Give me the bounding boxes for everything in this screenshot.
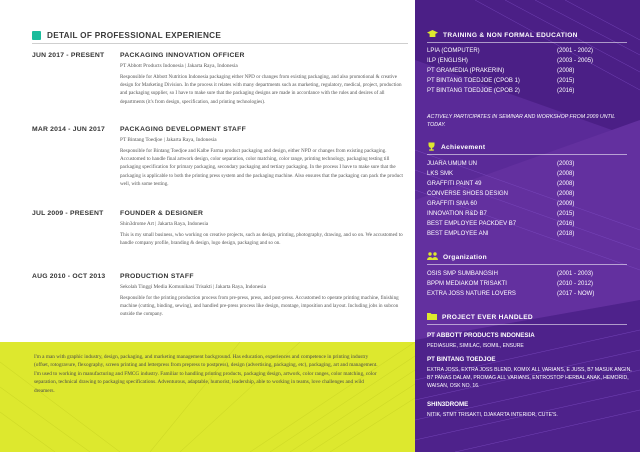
project-detail: PEDIASURE, SIMILAC, ISOMIL, ENSURE — [427, 343, 524, 349]
list-item — [427, 191, 632, 200]
list-item — [427, 88, 632, 97]
list-item — [427, 161, 632, 170]
item-years: (2016) — [557, 221, 575, 227]
job-description: Responsible for Bintang Toedjoe and Kalbe Farma product packaging and design, either NPD or changes from existing packaging. Accustomed to handle final artwork design, color separation, color matching, color range, printing technology, packaging testing till packaging specification for primary packaging, secondary packaging and tertiary packaging. In the process I have to make sure that the packaging is applicable to both the printing press system and the packaging machine. Also ensures that the packaging can pack the product well, with some testing. — [120, 148, 403, 187]
item-years: (2018) — [557, 231, 575, 237]
job-period: JUL 2009 - PRESENT — [32, 210, 104, 217]
organization-section-title: Organization — [443, 253, 487, 261]
list-item — [427, 48, 632, 57]
list-item — [427, 211, 632, 220]
project-name: SHIN3DROME — [427, 401, 469, 408]
item-name: LPIA (COMPUTER) — [427, 48, 480, 54]
list-item — [427, 271, 632, 280]
list-item — [427, 171, 632, 180]
item-name: BEST EMPLOYEE PACKDEV B7 — [427, 221, 517, 227]
trophy-icon — [427, 142, 436, 153]
job-description: Responsible for Abbott Nutrition Indonesia packaging either NPD or changes from existing packaging, and also promotional & creative design for Marketing Division. In the process it relates with many departments such as marketing, regulatory, medical, project, production and packaging supplier, so I have to make sure that the packaging designs are made in accordance with the rules and desires of all departments (it's from design, specification, and printing technologies). — [120, 74, 402, 105]
list-item — [427, 78, 632, 87]
section-divider — [32, 43, 408, 44]
list-item — [427, 221, 632, 230]
graduation-cap-icon — [427, 30, 438, 40]
profile-summary-text: I'm a man with graphic industry, design, packaging, and marketing management background. Has education, experiences and competence in printing industry (offset, rotogravure, flexography, screen printing and letterpress from prepress to postpress), design (advertising, packaging, etc), packaging, art and management. I'm used to working in manufacturing and FMCG industry. Familiar to handling printing products, packaging design, artwork, color ranges, color matching, color separation, technical drawing to packaging specifications. Adventurous, adaptable, humorist, leadership, able to working in teams, love challenges and wild dreamers. — [34, 354, 378, 394]
list-item — [427, 58, 632, 67]
job-entry — [32, 52, 410, 122]
job-period: MAR 2014 - JUN 2017 — [32, 126, 105, 133]
section-square-icon — [32, 31, 41, 40]
job-role: FOUNDER & DESIGNER — [120, 210, 204, 217]
item-years: (2016) — [557, 88, 575, 94]
job-organization: Shin3drome Art | Jakarta Raya, Indonesia — [120, 221, 209, 227]
section-divider — [427, 264, 627, 265]
sidebar-panel — [415, 0, 640, 452]
training-section-title: TRAINING & NON FORMAL EDUCATION — [443, 31, 578, 39]
job-description: Responsible for the printing production process from pre-press, press, and post-press. Accustomed to operate printing machine, finishing machine (cutting, binding, sewing), and handled pre-press process like design, montage, imposition and layout. Including jobs in subcon outside the company. — [120, 295, 399, 318]
item-years: (2009) — [557, 201, 575, 207]
item-name: EXTRA JOSS NATURE LOVERS — [427, 291, 516, 297]
list-item — [427, 291, 632, 300]
job-period: JUN 2017 - PRESENT — [32, 52, 105, 59]
job-period: AUG 2010 - OCT 2013 — [32, 273, 106, 280]
experience-section-title: DETAIL OF PROFESSIONAL EXPERIENCE — [47, 30, 222, 40]
folder-icon — [427, 312, 437, 322]
group-icon — [427, 252, 438, 262]
item-years: (2015) — [557, 78, 575, 84]
item-years: (2015) — [557, 211, 575, 217]
item-years: (2008) — [557, 68, 575, 74]
job-organization: Sekolah Tinggi Media Komunikasi Trisakti | Jakarta Raya, Indonesia — [120, 284, 266, 290]
section-divider — [427, 42, 627, 43]
item-years: (2003) — [557, 161, 575, 167]
section-divider — [427, 324, 627, 325]
achievement-section-header — [427, 142, 485, 153]
section-divider — [427, 154, 627, 155]
list-item — [427, 231, 632, 240]
project-name: PT BINTANG TOEDJOE — [427, 356, 496, 363]
job-description: This is my small business, who working on creative projects, such as design, printing, photography, drawing, and so on. We accustomed to handle company profile, branding & design, logo design, packaging and so on. — [120, 232, 403, 247]
training-section-header — [427, 30, 578, 40]
job-entry — [32, 210, 410, 262]
item-years: (2001 - 2003) — [557, 271, 594, 277]
item-name: INNOVATION R&D B7 — [427, 211, 487, 217]
project-detail: NITIK, STMT TRISAKTI, DJAKARTA INTERIOR, CUTE'S. — [427, 412, 558, 418]
item-years: (2008) — [557, 181, 575, 187]
item-name: PT BINTANG TOEDJOE (CPOB 1) — [427, 78, 520, 84]
organization-section-header — [427, 252, 487, 262]
item-name: BPPM MEDIAKOM TRISAKTI — [427, 281, 507, 287]
list-item — [427, 201, 632, 210]
job-role: PRODUCTION STAFF — [120, 273, 194, 280]
item-years: (2003 - 2005) — [557, 58, 594, 64]
profile-summary-panel — [0, 342, 415, 452]
list-item — [427, 68, 632, 77]
job-role: PACKAGING DEVELOPMENT STAFF — [120, 126, 247, 133]
item-years: (2008) — [557, 191, 575, 197]
item-name: LKS SMK — [427, 171, 454, 177]
list-item — [427, 181, 632, 190]
item-name: GRAFFITI SMA 60 — [427, 201, 478, 207]
item-years: (2010 - 2012) — [557, 281, 594, 287]
achievement-section-title: Achievement — [441, 144, 486, 151]
job-organization: PT Bintang Toedjoe | Jakarta Raya, Indonesia — [120, 137, 217, 143]
item-name: OSIS SMP SUMBANGSIH — [427, 271, 498, 277]
projects-section-header — [427, 312, 533, 322]
item-name: CONVERSE SHOES DESIGN — [427, 191, 509, 197]
item-years: (2008) — [557, 171, 575, 177]
item-years: (2001 - 2002) — [557, 48, 594, 54]
item-name: GRAFFITI PAINT 49 — [427, 181, 482, 187]
item-years: (2017 - NOW) — [557, 291, 595, 297]
training-note: ACTIVELY PARTICIPATES IN SEMINAR AND WORKSHOP FROM 2009 UNTIL TODAY. — [427, 114, 616, 128]
item-name: JUARA UMUM UN — [427, 161, 478, 167]
projects-section-title: PROJECT EVER HANDLED — [442, 313, 533, 321]
job-organization: PT Abbott Products Indonesia | Jakarta Raya, Indonesia — [120, 63, 238, 69]
project-detail: EXTRA JOSS, EXTRA JOSS BLEND, KOMIX ALL VARIANS, E JUSS, B7 MASUK ANGIN, B7 PANAS DALAM, PROMAG ALL VARIANS, ENTROSTOP HERBAL ANAK, HEMORID, WAISAN, OSK NO. 16. — [427, 367, 632, 390]
item-name: BEST EMPLOYEE ANI — [427, 231, 489, 237]
item-name: ILP (ENGLISH) — [427, 58, 468, 64]
project-name: PT ABBOTT PRODUCTS INDONESIA — [427, 332, 535, 339]
job-entry — [32, 126, 410, 206]
job-entry — [32, 273, 410, 335]
job-role: PACKAGING INNOVATION OFFICER — [120, 52, 245, 59]
experience-section-header — [32, 30, 221, 40]
item-name: PT BINTANG TOEDJOE (CPOB 2) — [427, 88, 520, 94]
item-name: PT GRAMEDIA (PRAKERIN) — [427, 68, 505, 74]
list-item — [427, 281, 632, 290]
